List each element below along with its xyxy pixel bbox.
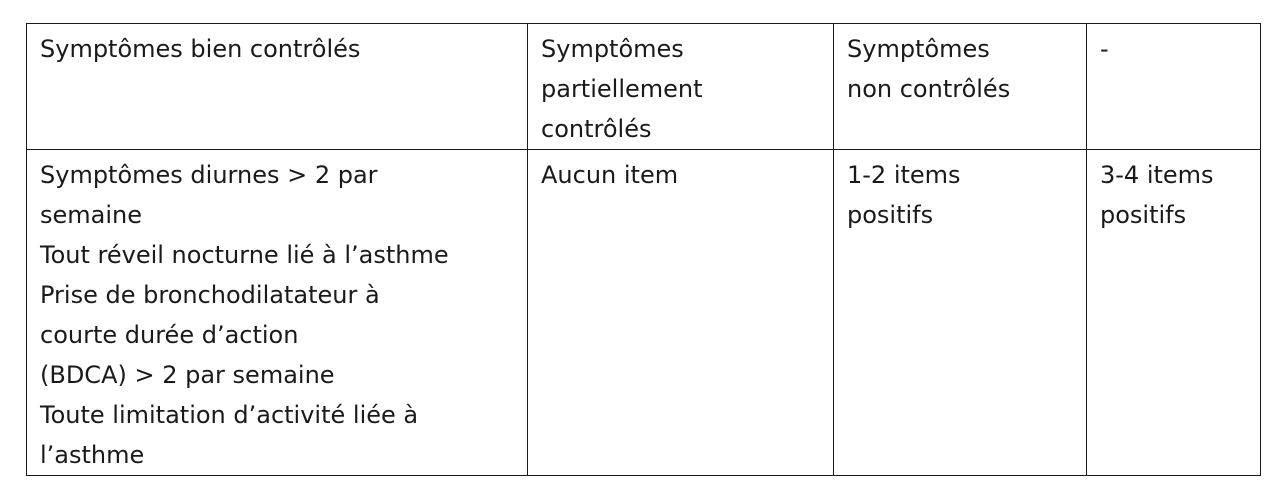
header-text-line: Symptômes [541, 35, 684, 63]
table-header-row [27, 24, 1261, 150]
body-cell-1-2-items [834, 150, 1087, 476]
criteria-line: l’asthme [40, 441, 145, 469]
criteria-line: (BDCA) > 2 par semaine [40, 361, 335, 389]
criteria-line: courte durée d’action [40, 321, 299, 349]
criteria-line: Symptômes diurnes > 2 par [40, 161, 378, 189]
asthma-control-table [26, 23, 1261, 476]
header-cell-well-controlled [27, 24, 528, 150]
header-cell-dash [1087, 24, 1261, 150]
header-text: - [1100, 35, 1109, 63]
header-text-line: contrôlés [541, 115, 652, 143]
criteria-line: semaine [40, 201, 142, 229]
header-text: Symptômes bien contrôlés [40, 35, 361, 63]
cell-text-line: 3-4 items [1100, 161, 1214, 189]
header-cell-not-controlled [834, 24, 1087, 150]
cell-text-line: positifs [847, 201, 934, 229]
criteria-line: Tout réveil nocturne lié à l’asthme [40, 241, 449, 269]
body-cell-3-4-items [1087, 150, 1261, 476]
cell-text-line: 1-2 items [847, 161, 961, 189]
body-cell-no-item [528, 150, 834, 476]
header-text-line: Symptômes [847, 35, 990, 63]
criteria-line: Toute limitation d’activité liée à [40, 401, 419, 429]
header-text-line: non contrôlés [847, 75, 1011, 103]
body-cell-criteria [27, 150, 528, 476]
criteria-line: Prise de bronchodilatateur à [40, 281, 380, 309]
cell-text-line: positifs [1100, 201, 1187, 229]
table-row [27, 150, 1261, 476]
header-text-line: partiellement [541, 75, 703, 103]
cell-text: Aucun item [541, 161, 679, 189]
header-cell-partially-controlled [528, 24, 834, 150]
